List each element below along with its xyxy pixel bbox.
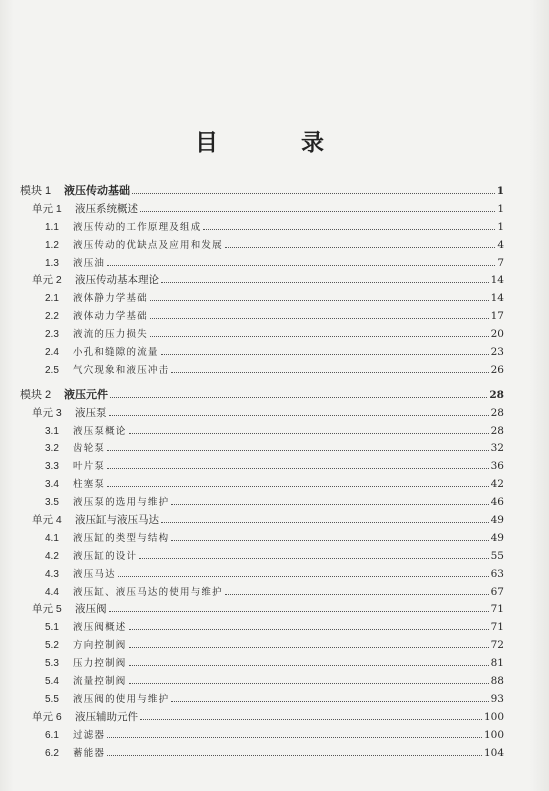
toc-entry-number: 4.2 — [45, 550, 59, 562]
toc-entry-title: 液压泵概论 — [73, 425, 127, 437]
toc-entry-title: 液压泵 — [75, 406, 107, 419]
toc-section-row[interactable] — [20, 217, 504, 235]
toc-section-row[interactable] — [20, 564, 504, 582]
dot-leader — [150, 324, 489, 337]
toc-page-number: 104 — [483, 746, 504, 759]
toc-entry-number: 6.2 — [45, 747, 59, 759]
toc-entry-number: 5.1 — [45, 622, 59, 634]
toc-section-row[interactable] — [20, 582, 504, 600]
toc-entry-title: 流量控制阀 — [73, 676, 127, 688]
dot-leader — [161, 270, 489, 283]
toc-page-number: 4 — [497, 238, 504, 251]
toc-entry-title: 过滤器 — [73, 729, 106, 741]
toc-section-row[interactable] — [20, 342, 504, 360]
toc-page-number: 55 — [490, 549, 504, 562]
dot-leader — [171, 360, 488, 373]
dot-leader — [107, 743, 482, 756]
toc-section-row[interactable] — [20, 689, 504, 707]
toc-entry-title: 液流的压力损失 — [73, 329, 148, 341]
toc-entry-title: 液压阀 — [75, 603, 107, 616]
dot-leader — [110, 385, 487, 398]
toc-section-row[interactable] — [20, 306, 504, 324]
toc-entry-number: 2.1 — [45, 293, 59, 305]
dot-leader — [129, 671, 489, 684]
toc-entry-number: 2.4 — [45, 347, 59, 359]
toc-page-number: 20 — [490, 328, 504, 341]
toc-entry-title: 齿轮泵 — [73, 443, 106, 455]
toc-page-number: 28 — [490, 406, 504, 419]
toc-section-row[interactable] — [20, 438, 504, 456]
toc-section-row[interactable] — [20, 324, 504, 342]
dot-leader — [129, 653, 489, 666]
toc-section-row[interactable] — [20, 288, 504, 306]
toc-entry-title: 液压泵的选用与维护 — [73, 497, 170, 509]
toc-entry-number: 模块 2 — [20, 388, 52, 401]
toc-page-number: 93 — [490, 692, 504, 705]
toc-entry-title: 液压元件 — [64, 387, 108, 401]
dot-leader — [150, 288, 489, 301]
toc-page-number: 100 — [483, 710, 504, 723]
toc-entry-number: 单元 2 — [32, 274, 62, 287]
toc-entry-number: 2.3 — [45, 329, 59, 341]
toc-unit-row[interactable] — [20, 599, 504, 617]
dot-leader — [225, 235, 496, 248]
dot-leader — [129, 617, 489, 630]
toc-page-number: 28 — [489, 388, 504, 401]
toc-entry-number: 1.3 — [45, 257, 59, 269]
toc-entry-title: 液压阀概述 — [73, 622, 127, 634]
toc-entry-title: 压力控制阀 — [73, 658, 127, 670]
dot-leader — [118, 564, 489, 577]
toc-section-row[interactable] — [20, 743, 504, 761]
dot-leader — [109, 403, 489, 416]
dot-leader — [132, 181, 495, 194]
dot-leader — [140, 199, 495, 212]
toc-page-number: 36 — [490, 460, 504, 473]
toc-entry-title: 液压缸的类型与结构 — [73, 532, 170, 544]
toc-entry-number: 5.4 — [45, 676, 59, 688]
toc-entry-number: 单元 1 — [32, 202, 62, 215]
toc-entry-title: 小孔和缝隙的流量 — [73, 347, 159, 359]
toc-page-number: 28 — [490, 424, 504, 437]
toc-page-number: 46 — [490, 496, 504, 509]
toc-entry-number: 2.5 — [45, 364, 59, 376]
toc-section-row[interactable] — [20, 528, 504, 546]
dot-leader — [107, 456, 489, 469]
toc-page-number: 14 — [490, 274, 504, 287]
toc-page-number: 42 — [490, 478, 504, 491]
toc-entry-title: 液压系统概述 — [75, 202, 138, 215]
toc-entry-title: 液压辅助元件 — [75, 710, 138, 723]
toc-entry-number: 5.5 — [45, 693, 59, 705]
toc-section-row[interactable] — [20, 671, 504, 689]
dot-leader — [171, 528, 488, 541]
toc-entry-number: 3.5 — [45, 497, 59, 509]
dot-leader — [225, 582, 489, 595]
toc-section-row[interactable] — [20, 546, 504, 564]
toc-entry-number: 模块 1 — [20, 185, 52, 197]
dot-leader — [161, 510, 489, 523]
toc-entry-number: 1.1 — [45, 221, 59, 233]
toc-entry-number: 4.3 — [45, 568, 59, 580]
toc-entry-title: 液压缸、液压马达的使用与维护 — [73, 586, 223, 598]
toc-entry-number: 单元 5 — [32, 603, 62, 616]
toc-page-number: 1 — [496, 185, 504, 197]
toc-page-number: 88 — [490, 675, 504, 688]
dot-leader — [107, 438, 489, 451]
toc-section-row[interactable] — [20, 725, 504, 743]
dot-leader — [140, 707, 482, 720]
toc-section-row[interactable] — [20, 360, 504, 378]
toc-unit-row[interactable] — [20, 707, 504, 725]
toc-entry-title: 方向控制阀 — [73, 640, 127, 652]
toc-entry-title: 柱塞泵 — [73, 479, 106, 491]
toc-entry-title: 叶片泵 — [73, 461, 106, 473]
dot-leader — [107, 253, 495, 266]
toc-entry-number: 1.2 — [45, 239, 59, 251]
dot-leader — [107, 725, 482, 738]
toc-module-row[interactable] — [20, 385, 504, 403]
toc-page-number: 23 — [490, 346, 504, 359]
toc-entry-title: 液压传动基础 — [64, 184, 130, 197]
toc-page-number: 26 — [490, 363, 504, 376]
toc-module-row[interactable] — [20, 181, 504, 199]
toc-entry-title: 液压缸的设计 — [73, 550, 138, 562]
page-title: 目 录 — [195, 129, 354, 156]
dot-leader — [109, 599, 489, 612]
toc-section-row[interactable] — [20, 492, 504, 510]
toc-entry-number: 3.1 — [45, 425, 59, 437]
toc-entry-title: 液体动力学基础 — [73, 311, 148, 323]
toc-page-number: 71 — [490, 621, 504, 634]
toc-entry-title: 液压缸与液压马达 — [75, 514, 159, 527]
dot-leader — [139, 546, 488, 559]
toc-unit-row[interactable] — [20, 199, 504, 217]
dot-leader — [129, 635, 489, 648]
toc-page-number: 14 — [490, 292, 504, 305]
toc-page-number: 72 — [490, 639, 504, 652]
toc-entry-title: 液压传动基本理论 — [75, 274, 159, 287]
dot-leader — [161, 342, 489, 355]
toc-entry-number: 5.2 — [45, 640, 59, 652]
toc-page-number: 100 — [483, 728, 504, 741]
toc-page-number: 49 — [490, 531, 504, 544]
toc-entry-title: 液体静力学基础 — [73, 293, 148, 305]
dot-leader — [150, 306, 489, 319]
toc-page-number: 71 — [490, 603, 504, 616]
toc-section-row[interactable] — [20, 456, 504, 474]
toc-page-number: 49 — [490, 514, 504, 527]
toc-unit-row[interactable] — [20, 403, 504, 421]
toc-page-number: 7 — [497, 256, 504, 269]
toc-entry-title: 液压传动的工作原理及组成 — [73, 221, 202, 233]
toc-entry-number: 3.4 — [45, 479, 59, 491]
toc-entry-number: 5.3 — [45, 658, 59, 670]
dot-leader — [171, 492, 488, 505]
toc-unit-row[interactable] — [20, 270, 504, 288]
toc-section-row[interactable] — [20, 474, 504, 492]
toc-entry-title: 液压传动的优缺点及应用和发展 — [73, 239, 223, 251]
toc-entry-title: 液压油 — [73, 257, 106, 269]
toc-page-number: 32 — [490, 442, 504, 455]
toc-entry-number: 4.4 — [45, 586, 59, 598]
toc-entry-number: 4.1 — [45, 532, 59, 544]
toc-section-row[interactable] — [20, 253, 504, 271]
dot-leader — [203, 217, 495, 230]
toc-entry-title: 液压阀的使用与维护 — [73, 693, 170, 705]
toc-page-number: 67 — [490, 585, 504, 598]
toc-entry-number: 单元 4 — [32, 514, 62, 527]
dot-leader — [129, 421, 489, 434]
toc-page-number: 81 — [490, 657, 504, 670]
toc-entry-number: 3.2 — [45, 443, 59, 455]
toc-entry-number: 3.3 — [45, 461, 59, 473]
toc-section-row[interactable] — [20, 635, 504, 653]
toc-entry-title: 气穴现象和液压冲击 — [73, 364, 170, 376]
toc-entry-title: 液压马达 — [73, 568, 116, 580]
table-of-contents — [20, 181, 504, 761]
toc-section-row[interactable] — [20, 617, 504, 635]
toc-entry-number: 单元 3 — [32, 406, 62, 419]
toc-entry-number: 6.1 — [45, 729, 59, 741]
toc-section-row[interactable] — [20, 235, 504, 253]
toc-entry-title: 蓄能器 — [73, 747, 106, 759]
toc-section-row[interactable] — [20, 653, 504, 671]
toc-entry-number: 2.2 — [45, 311, 59, 323]
toc-entry-number: 单元 6 — [32, 710, 62, 723]
toc-section-row[interactable] — [20, 421, 504, 439]
toc-page-number: 63 — [490, 567, 504, 580]
dot-leader — [171, 689, 488, 702]
toc-page-number: 1 — [497, 202, 504, 215]
toc-page-number: 1 — [497, 220, 504, 233]
toc-page-number: 17 — [490, 310, 504, 323]
dot-leader — [107, 474, 489, 487]
toc-unit-row[interactable] — [20, 510, 504, 528]
